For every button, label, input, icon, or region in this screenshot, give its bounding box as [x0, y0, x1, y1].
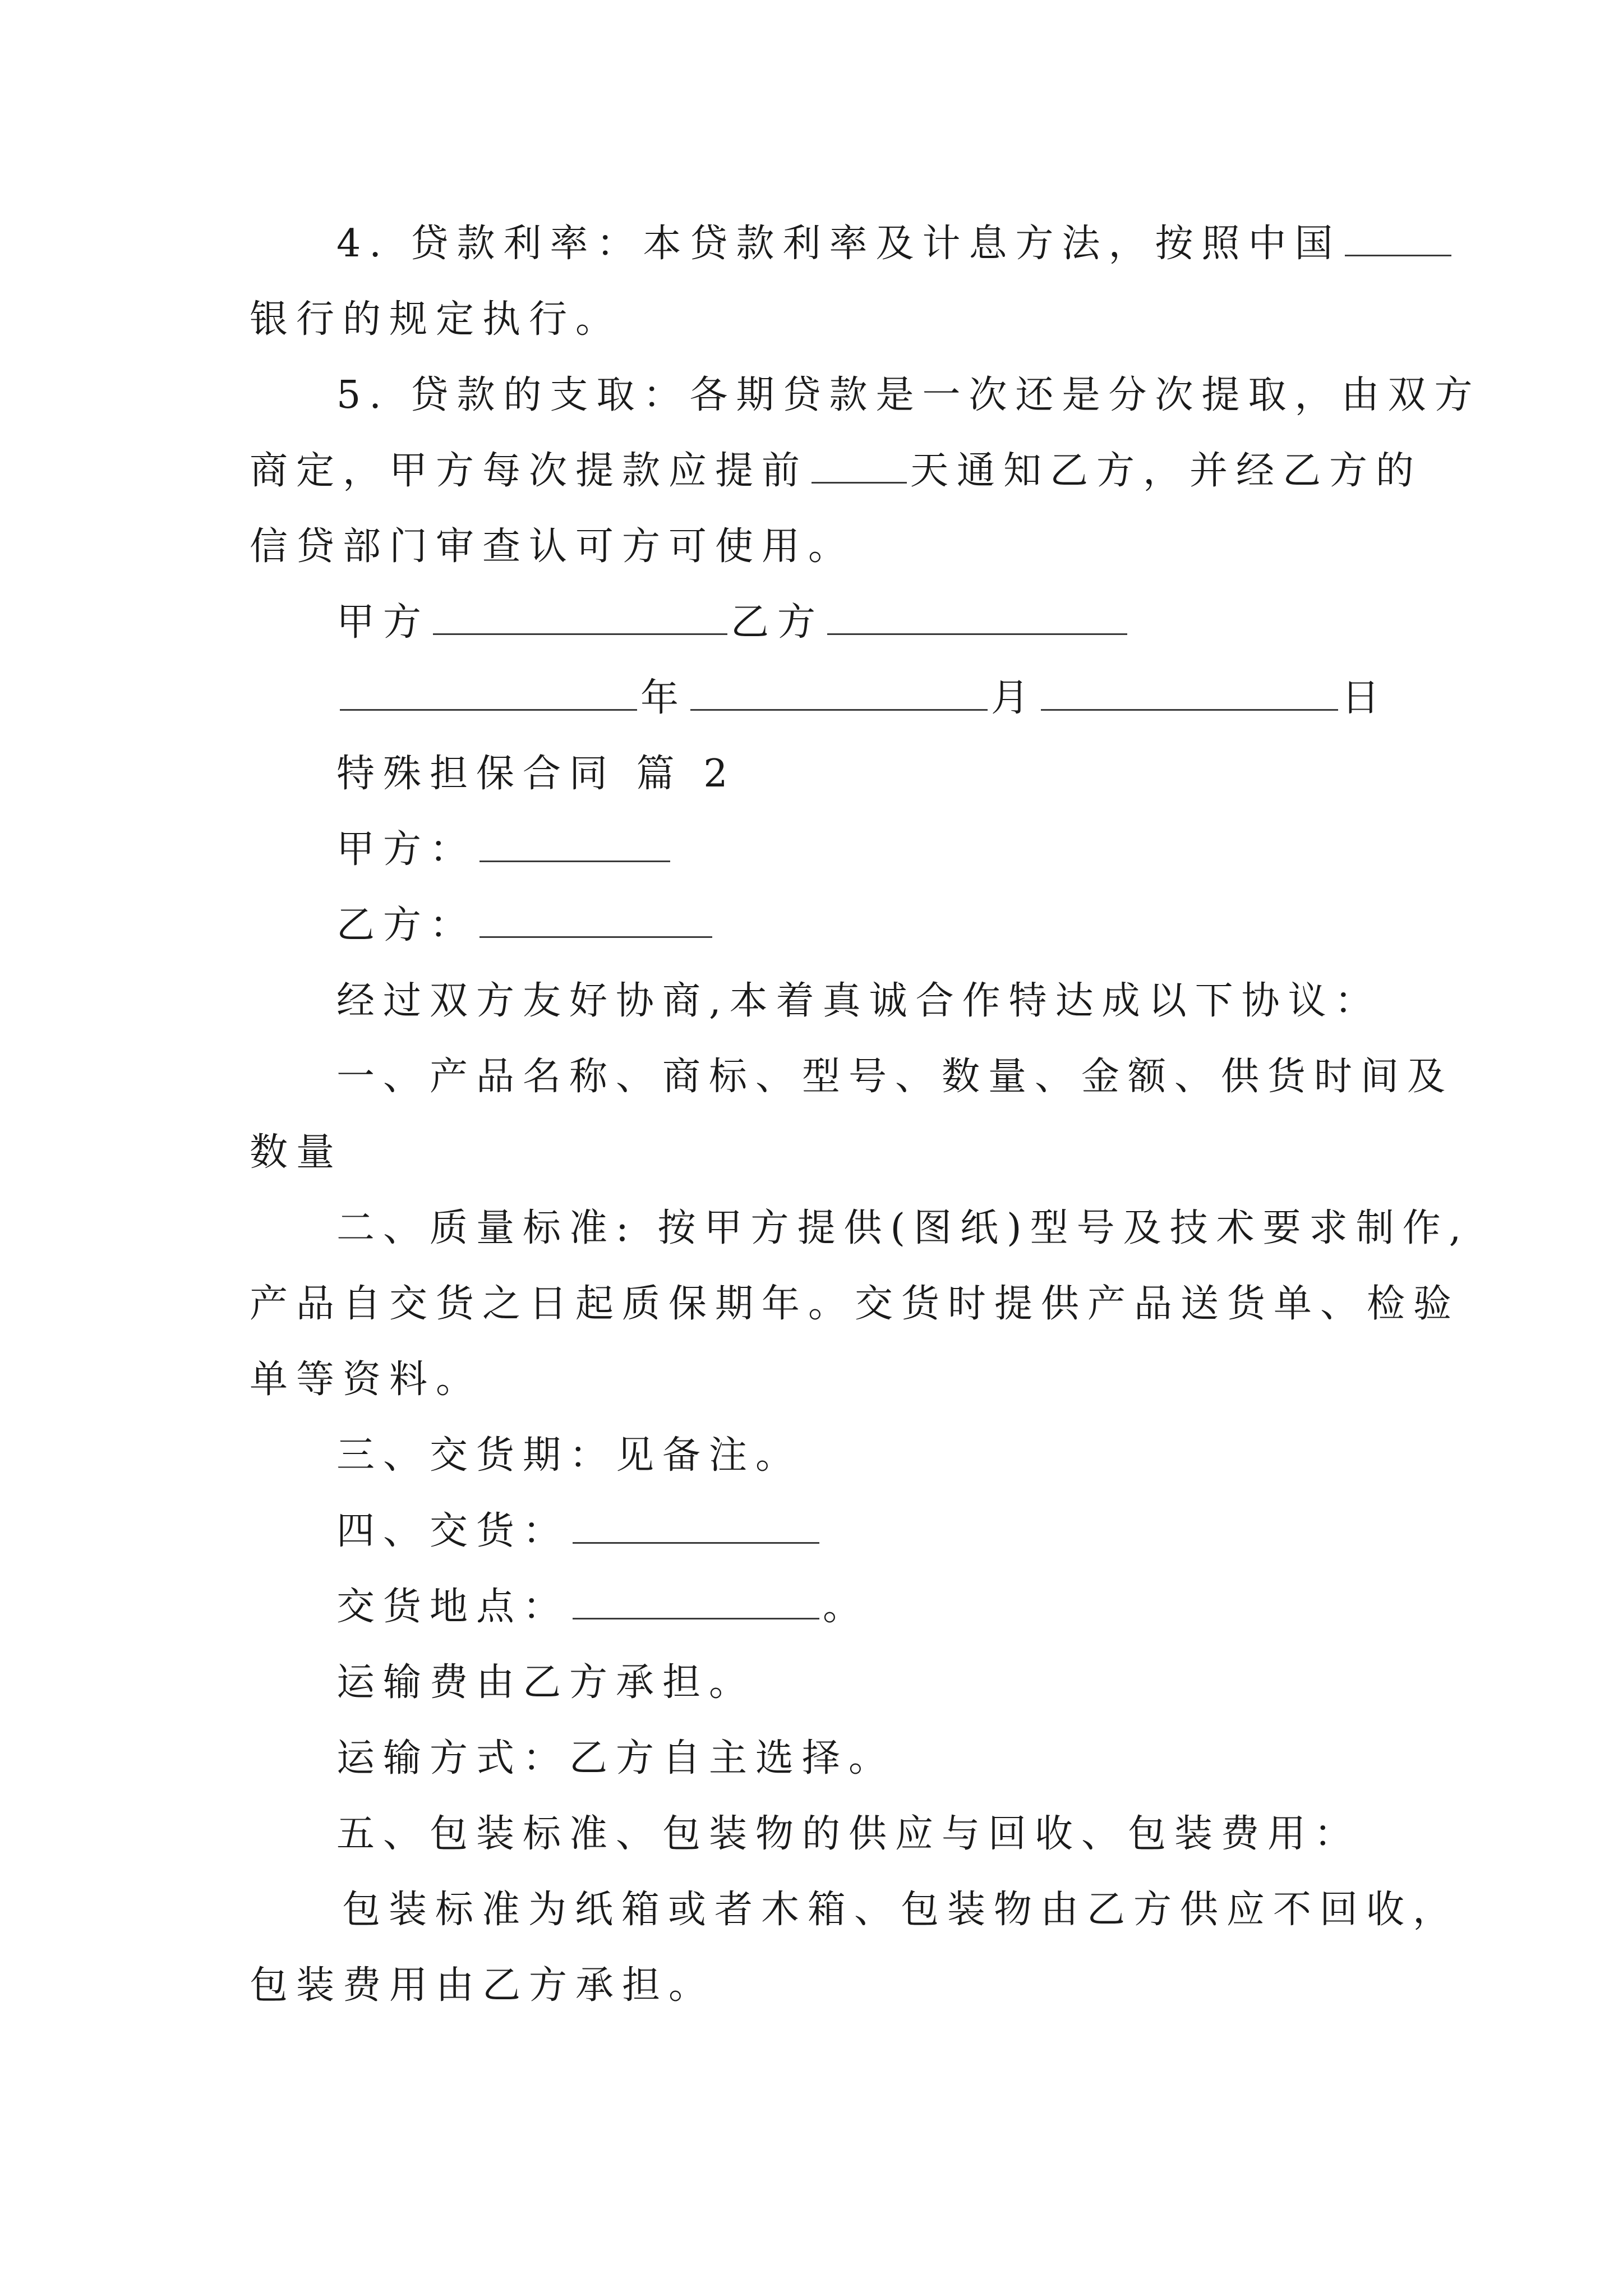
clause-5-text-part-a: 商定，甲方每次提款应提前 — [250, 449, 809, 493]
signature-line — [336, 595, 1131, 651]
delivery-blank — [573, 1508, 819, 1544]
section-4-text: 四、交货： — [336, 1509, 570, 1553]
section-2-line-1 — [336, 1200, 1469, 1257]
shipping-method-text: 运输方式：乙方自主选择。 — [336, 1736, 896, 1780]
party-b-blank — [827, 600, 1127, 635]
packaging-text: 包装标准为纸箱或者木箱、包装物由乙方供应不回收， — [342, 1888, 1460, 1932]
clause-5-text-part-b: 天通知乙方，并经乙方的 — [910, 449, 1423, 493]
clause-5-line-1 — [336, 367, 1481, 424]
intro-text: 经过双方友好协商,本着真诚合作特达成以下协议： — [336, 979, 1381, 1023]
clause-4-text-cont: 银行的规定执行。 — [250, 297, 623, 342]
shipping-method-line — [336, 1731, 895, 1787]
party-a-blank — [433, 600, 727, 635]
delivery-location-label: 交货地点： — [336, 1585, 570, 1629]
party-a-line — [336, 822, 674, 878]
clause-4-line-2 — [250, 292, 622, 348]
section-2-text-cont-2: 单等资料。 — [250, 1358, 483, 1402]
clause-5-text: 5. 贷款的支取：各期贷款是一次还是分次提取，由双方 — [336, 373, 1481, 417]
bank-name-blank — [1345, 221, 1451, 256]
clause-5-line-3 — [250, 519, 855, 575]
delivery-location-line — [336, 1579, 869, 1635]
intro-line — [336, 973, 1381, 1029]
party-a-label: 甲方 — [336, 600, 430, 645]
notice-days-blank — [811, 448, 907, 484]
shipping-cost-text: 运输费由乙方承担。 — [336, 1660, 756, 1705]
party-b-name-blank — [479, 903, 712, 938]
section-1-line-2 — [250, 1125, 343, 1181]
packaging-text-cont: 包装费用由乙方承担。 — [250, 1963, 716, 2008]
section-2-line-2 — [250, 1276, 1460, 1332]
packaging-line-1 — [342, 1882, 1459, 1938]
delivery-location-blank — [573, 1584, 819, 1619]
section-2-text: 二、质量标准: 按甲方提供(图纸)型号及技术要求制作, — [336, 1206, 1470, 1250]
party-b-colon-label: 乙方： — [336, 903, 477, 947]
section-1-text: 一、产品名称、商标、型号、数量、金额、供货时间及 — [336, 1055, 1454, 1099]
packaging-line-2 — [250, 1958, 715, 2014]
month-label: 月 — [991, 676, 1038, 720]
shipping-cost-line — [336, 1655, 755, 1711]
section-3-text: 三、交货期：见备注。 — [336, 1433, 803, 1478]
contract-title — [336, 746, 736, 802]
section-3-line — [336, 1428, 802, 1484]
party-b-label: 乙方 — [731, 600, 824, 645]
section-1-line-1 — [336, 1049, 1454, 1105]
date-line — [336, 670, 1388, 726]
year-blank — [340, 675, 637, 711]
day-blank — [1041, 675, 1338, 711]
party-a-name-blank — [479, 827, 670, 862]
party-b-line — [336, 898, 716, 954]
clause-5-text-cont: 信贷部门审查认可方可使用。 — [250, 524, 855, 569]
party-a-colon-label: 甲方： — [336, 827, 477, 872]
section-2-text-cont: 产品自交货之日起质保期年。交货时提供产品送货单、检验 — [250, 1282, 1460, 1326]
section-5-line — [336, 1806, 1361, 1862]
clause-4-line-1 — [336, 216, 1455, 272]
contract-title-text: 特殊担保合同 篇 2 — [336, 752, 736, 796]
section-5-text: 五、包装标准、包装物的供应与回收、包装费用： — [336, 1812, 1361, 1856]
clause-4-text: 4. 贷款利率：本贷款利率及计息方法，按照中国 — [336, 222, 1341, 266]
clause-5-line-2 — [250, 443, 1422, 499]
day-label: 日 — [1341, 676, 1389, 720]
year-label: 年 — [640, 676, 688, 720]
section-2-line-3 — [250, 1352, 482, 1408]
section-4-line — [336, 1503, 823, 1559]
delivery-location-period: 。 — [823, 1585, 870, 1629]
month-blank — [690, 675, 988, 711]
section-1-text-cont: 数量 — [250, 1130, 343, 1175]
